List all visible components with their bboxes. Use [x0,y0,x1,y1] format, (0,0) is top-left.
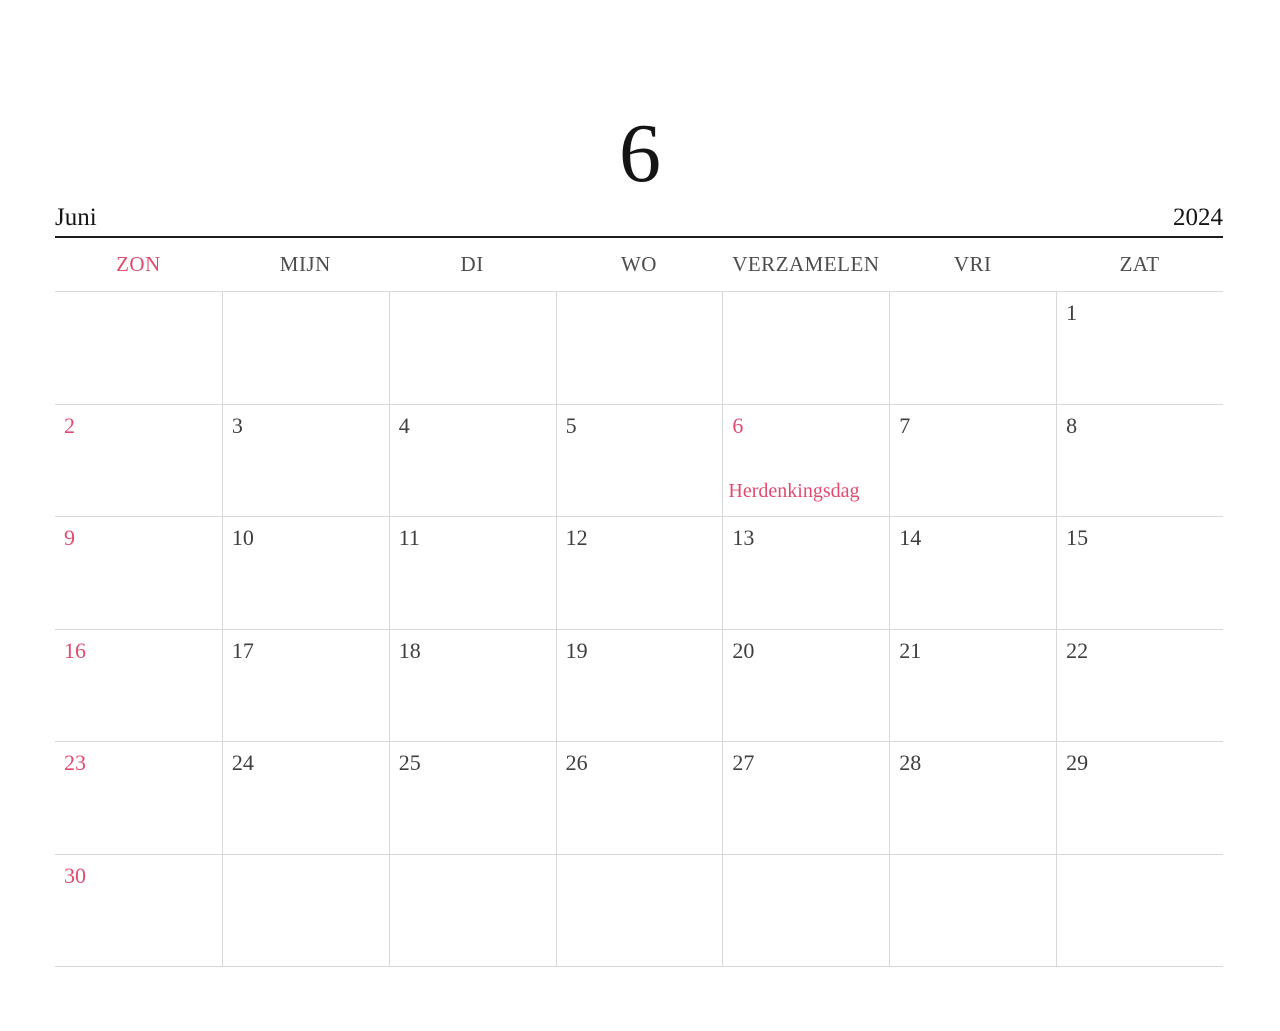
calendar-cell-11 [389,516,556,629]
calendar-cell-4 [389,404,556,517]
calendar-cell-9 [55,516,222,629]
calendar-cell-7 [889,404,1056,517]
day-number: 15 [1066,525,1089,550]
day-number: 14 [899,525,922,550]
calendar-cell-22 [1056,629,1223,742]
calendar-cell-empty [722,854,889,967]
title-row [55,204,1223,238]
day-number: 28 [899,750,922,775]
calendar-cell-empty [1056,854,1223,967]
day-number: 18 [398,637,421,663]
calendar-cell-5 [556,404,723,517]
day-number: 29 [1066,750,1089,775]
day-number: 25 [398,750,421,775]
calendar-cell-20 [722,629,889,742]
day-number: 3 [231,412,243,438]
weekday-label-di: DI [460,252,484,276]
weekday-header-row [55,238,1223,291]
calendar-cell-24 [222,741,389,854]
weekday-label-wo: WO [620,252,657,276]
calendar-cell-empty [389,291,556,404]
day-number: 13 [732,525,755,550]
calendar-cell-14 [889,516,1056,629]
year-label: 2024 [1173,204,1223,231]
weekday-label-zon: ZON [116,252,161,276]
day-number: 2 [64,412,75,438]
day-number: 22 [1066,637,1089,663]
calendar-cell-6 [722,404,889,517]
calendar-cell-13 [722,516,889,629]
day-number: 4 [398,412,410,438]
calendar-cell-16 [55,629,222,742]
day-number: 27 [732,750,755,775]
calendar-cell-28 [889,741,1056,854]
calendar-cell-15 [1056,516,1223,629]
day-number: 9 [64,525,75,550]
weekday-label-vri: VRI [953,252,992,276]
day-number: 17 [231,637,254,663]
calendar-cell-25 [389,741,556,854]
calendar-cell-21 [889,629,1056,742]
calendar-grid [55,291,1223,967]
calendar-cell-8 [1056,404,1223,517]
calendar-cell-12 [556,516,723,629]
calendar-cell-3 [222,404,389,517]
day-number: 1 [1066,300,1078,325]
calendar-cell-empty [556,854,723,967]
calendar-cell-23 [55,741,222,854]
day-number: 21 [899,637,922,663]
calendar-cell-18 [389,629,556,742]
calendar-cell-empty [389,854,556,967]
day-number: 7 [899,412,911,438]
calendar-cell-27 [722,741,889,854]
day-number: 11 [398,525,420,550]
calendar-cell-empty [889,291,1056,404]
calendar-cell-10 [222,516,389,629]
calendar-cell-30 [55,854,222,967]
calendar-cell-26 [556,741,723,854]
day-number: 6 [732,412,744,438]
day-number: 26 [565,750,588,775]
calendar-cell-17 [222,629,389,742]
day-number: 12 [565,525,588,550]
day-number: 24 [231,750,254,775]
calendar-cell-empty [222,291,389,404]
weekday-label-zat: ZAT [1119,252,1160,276]
day-number: 8 [1066,412,1078,438]
calendar-cell-empty [722,291,889,404]
month-name: Juni [55,204,97,231]
calendar-cell-empty [889,854,1056,967]
calendar-cell-2 [55,404,222,517]
month-number: 6 [619,107,661,200]
day-number: 30 [64,862,86,888]
day-number: 16 [64,637,86,663]
day-number: 20 [732,637,755,663]
calendar-cell-empty [222,854,389,967]
calendar-cell-29 [1056,741,1223,854]
day-number: 10 [231,525,254,550]
calendar-cell-19 [556,629,723,742]
day-number: 5 [565,412,577,438]
calendar-cell-empty [55,291,222,404]
day-number: 23 [64,750,86,775]
holiday-label: Herdenkingsdag [728,480,860,502]
day-number: 19 [565,637,588,663]
calendar-cell-empty [556,291,723,404]
weekday-label-mijn: MIJN [279,252,331,276]
weekday-label-verzamelen: VERZAMELEN [732,252,880,276]
calendar-cell-1 [1056,291,1223,404]
